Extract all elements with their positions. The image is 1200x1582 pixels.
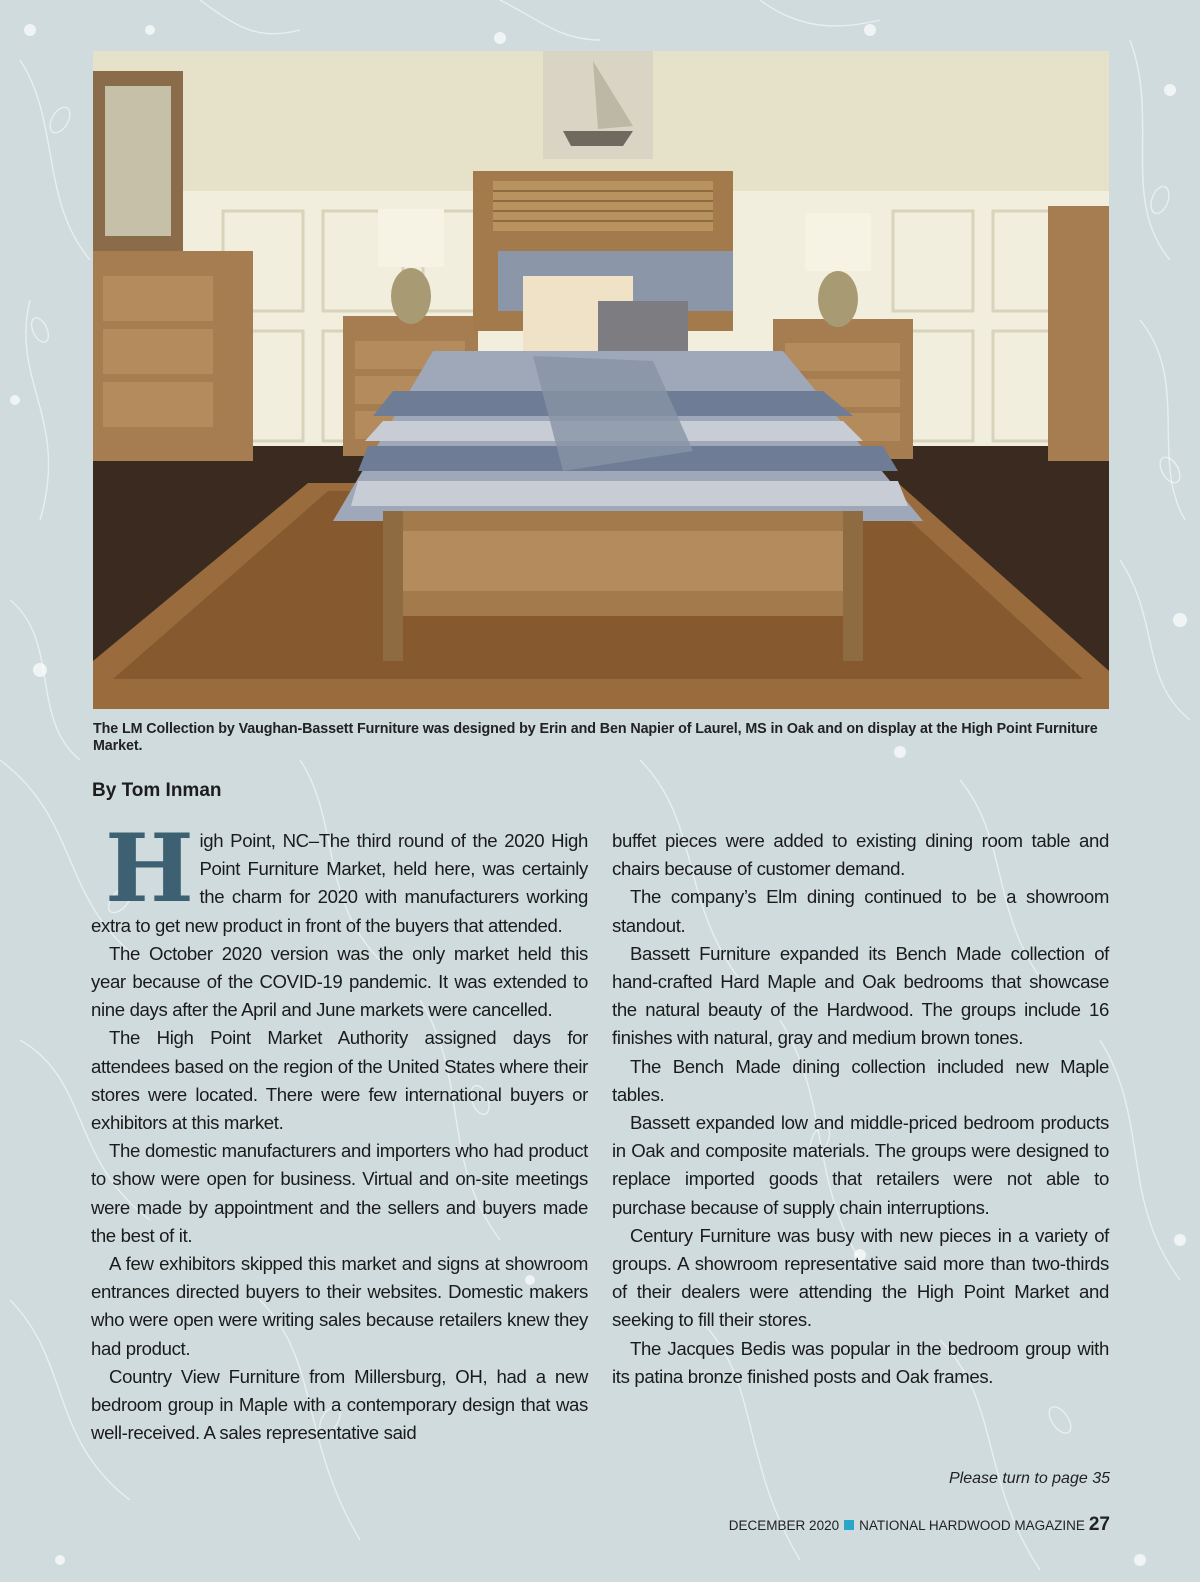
article-paragraph: The company’s Elm dining continued to be a showroom standout. [612, 886, 1109, 936]
article-paragraph: High Point, NC–The third round of the 2020 High Point Furniture Market, held here, was certainly the charm for 2020 with manufacturers working extra to get new product in front of the buyers that attended. [91, 814, 588, 936]
footer-magazine: NATIONAL HARDWOOD MAGAZINE [859, 1517, 1085, 1533]
article-paragraph: Country View Furniture from Millersburg, OH, had a new bedroom group in Maple with a contemporary design that was well-received. A sales representative said [91, 1365, 588, 1444]
footer-issue: DECEMBER 2020 [728, 1517, 840, 1533]
article-paragraph: buffet pieces were added to existing dining room table and chairs because of customer demand. [612, 830, 1109, 880]
article-paragraph: The October 2020 version was the only market held this year because of the COVID-19 pandemic. It was extended to nine days after the April and June markets were cancelled. [91, 942, 588, 1021]
byline: By Tom Inman [92, 780, 222, 801]
bedroom-photo [93, 51, 1109, 709]
article-column-right [612, 827, 1109, 1391]
page-number: 27 [1088, 1514, 1110, 1535]
article-paragraph: The domestic manufacturers and importers who had product to show were open for business. Virtual and on-site meetings were made by appointment and the sellers and buyers made the best of it. [91, 1140, 588, 1246]
drop-cap: H [105, 814, 194, 924]
page-footer [729, 1514, 1110, 1536]
continued-note: Please turn to page 35 [948, 1470, 1110, 1487]
photo-caption: The LM Collection by Vaughan-Bassett Furniture was designed by Erin and Ben Napier of Laurel, MS in Oak and on display at the High Point Furniture Market. [93, 721, 1098, 754]
article-paragraph: Bassett expanded low and middle-priced bedroom products in Oak and composite materials. The groups were designed to replace imported goods that retailers were not able to purchase because of supply chain interruptions. [612, 1112, 1109, 1218]
article-column-left [91, 814, 588, 1447]
article-paragraph: The High Point Market Authority assigned days for attendees based on the region of the United States where their stores were located. There were few international buyers or exhibitors at this market. [91, 1027, 588, 1134]
article-paragraph: The Bench Made dining collection included new Maple tables. [612, 1055, 1109, 1105]
square-bullet-icon [844, 1520, 854, 1530]
article-paragraph: The Jacques Bedis was popular in the bedroom group with its patina bronze finished posts and Oak frames. [612, 1337, 1109, 1387]
article-paragraph: Century Furniture was busy with new pieces in a variety of groups. A showroom representative said more than two-thirds of their dealers were attending the High Point Market and seeking to fill their stores. [612, 1224, 1109, 1331]
article-paragraph: Bassett Furniture expanded its Bench Made collection of hand-crafted Hard Maple and Oak bedrooms that showcase the natural beauty of the Hardwood. The groups include 16 finishes with natural, gray and medium brown tones. [612, 942, 1109, 1049]
article-paragraph: A few exhibitors skipped this market and signs at showroom entrances directed buyers to their websites. Domestic makers who were open were writing sales because retailers knew they had product. [91, 1253, 588, 1359]
